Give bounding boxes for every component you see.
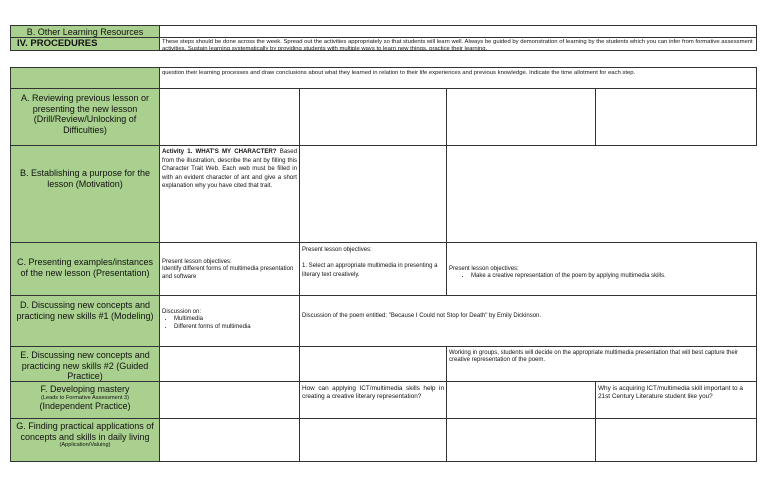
objective-bullet: • Make a creative representation of the poem by applying multimedia skills. [471, 273, 754, 280]
step-g-note: (Application/Valuing) [59, 442, 111, 448]
step-f-subtitle: (Independent Practice) [39, 400, 131, 411]
step-g-label [10, 418, 160, 462]
step-g-day3 [446, 418, 596, 462]
procedures-note-continued: question their learning processes and draw conclusions about what they learned in relation to their life experiences and previous knowledge. Indicate the time allotment for each step. [159, 67, 757, 89]
step-f-day4: Why is acquiring ICT/multimedia skill important to a 21st Century Literature student like you? [595, 381, 757, 419]
objectives-label: Present lesson objectives: [449, 266, 519, 272]
objective-text: 1. Select an appropriate multimedia in presenting a literary text creatively. [302, 263, 438, 278]
step-a-label: A. Reviewing previous lesson or presenting the new lesson (Drill/Review/Unlocking of Difficulties) [10, 88, 160, 146]
step-f-label [10, 381, 160, 419]
step-f-note: (Leads to Formative Assessment 3) [41, 394, 129, 401]
discussion-item: • Different forms of multimedia [174, 324, 297, 331]
procedures-note: These steps should be done across the week. Spread out the activities appropriately so that students will learn well. Always be guided by demonstration of learning by the students which you can infer from formative assessment activities. Sustain learning systematically by providing students with multiple ways to learn new things, practice their learning, [159, 37, 757, 51]
step-c-day1 [159, 242, 300, 296]
discussion-label: Discussion on: [162, 309, 202, 315]
step-e-label: E. Discussing new concepts and practicing new skills #2 (Guided Practice) [10, 346, 160, 382]
step-a-day3 [446, 88, 596, 146]
activity-title: Activity 1. WHAT'S MY CHARACTER? [162, 148, 277, 155]
step-e-day1 [159, 346, 300, 382]
step-d-day2-4: Discussion of the poem entitled: "Because I Could not Stop for Death" by Emily Dickinson. [299, 295, 757, 347]
procedures-heading: IV. PROCEDURES [10, 37, 160, 51]
step-d-label: D. Discussing new concepts and practicing new skills #1 (Modeling) [10, 295, 160, 347]
step-b-day2 [299, 145, 447, 243]
step-e-day2 [299, 346, 447, 382]
step-a-day2 [299, 88, 447, 146]
other-learning-resources-label: B. Other Learning Resources [10, 25, 160, 38]
discussion-item: • Multimedia [174, 316, 297, 323]
step-g-day2 [299, 418, 447, 462]
objective-text: Identify different forms of multimedia presentation and software [162, 266, 294, 280]
step-f-day3 [446, 381, 596, 419]
step-e-day3-4: Working in groups, students will decide on the appropriate multimedia presentation that will best capture their creative representation of the poem. [446, 346, 757, 382]
step-c-day3-4 [446, 242, 757, 296]
step-f-day2: How can applying ICT/multimedia skills help in creating a creative literary representation? [299, 381, 447, 419]
objectives-label: Present lesson objectives: [162, 259, 232, 265]
step-c-day2 [299, 242, 447, 296]
activity-instructions: Based from the illustration, describe the ant by filling this Character Trait Web. Each web must be filled in with an evident character of ant and give a short explanation why you have cited that trait. [162, 148, 297, 190]
step-a-day4 [595, 88, 757, 146]
step-g-day1 [159, 418, 300, 462]
step-f-title: F. Developing mastery [40, 384, 130, 394]
step-b-day1 [159, 145, 300, 243]
step-f-day1 [159, 381, 300, 419]
step-a-day1 [159, 88, 300, 146]
step-c-label: C. Presenting examples/instances of the new lesson (Presentation) [10, 242, 160, 296]
step-g-title: G. Finding practical applications of concepts and skills in daily living [16, 421, 154, 442]
note-continuation-label-cell [10, 67, 160, 89]
step-d-day1 [159, 295, 300, 347]
step-g-day4 [595, 418, 757, 462]
step-b-label: B. Establishing a purpose for the lesson (Motivation) [10, 145, 160, 243]
objectives-label: Present lesson objectives: [302, 247, 372, 253]
